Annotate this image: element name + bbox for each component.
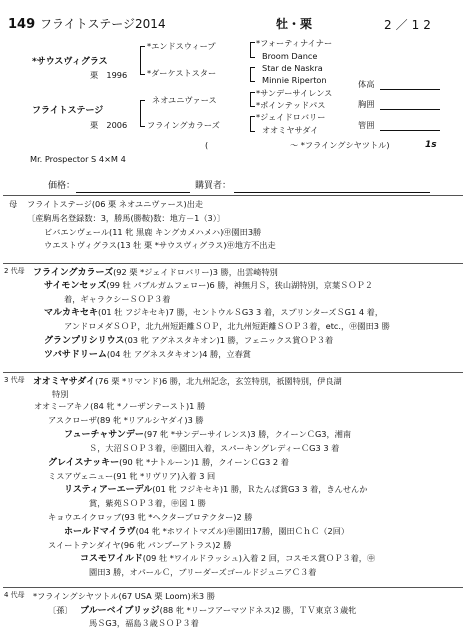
- section-divider: [3, 372, 463, 373]
- third-dam-line: フューチャサンデー(97 牝 *サンデーサイレンス)3 勝，クイーンＣG3，湘南: [64, 429, 352, 440]
- second-dam-line: サイモンセッズ(99 牡 パブルガムフェロー)6 勝，神無月Ｓ，狭山湖特別，京葉ＳＯＰ２: [44, 280, 373, 291]
- paren-close: ～ *フライングシヤツトル): [290, 140, 390, 150]
- fourth-dam-line: 馬ＳG3，福島３歳ＳＯＰ３着: [89, 618, 199, 628]
- chest-field[interactable]: [380, 109, 440, 110]
- section-divider: [3, 195, 463, 196]
- height-label: 体高: [358, 79, 375, 89]
- height-field[interactable]: [380, 89, 440, 90]
- price-label: 価格：: [48, 181, 76, 191]
- third-dam-line: コスモワイルド(09 牡 *ワイルドラッシュ)入着 2 回，コスモス賞ＯＰ３着，㊥: [80, 553, 376, 564]
- sire-info: 栗 1996: [90, 70, 128, 80]
- dam-sire-bracket: [250, 92, 255, 107]
- sire-dam-dam: Minnie Riperton: [262, 75, 327, 85]
- cannon-field[interactable]: [380, 130, 440, 131]
- third-dam-line: 特別: [52, 389, 69, 399]
- sire-sire-dam: Broom Dance: [262, 51, 318, 61]
- sire-dam-bracket: [250, 67, 255, 82]
- dam-line: ウエストヴィグラス(13 牡 栗 *サウスヴィグラス)㊥地方不出走: [44, 240, 276, 250]
- third-dam-line: オオミーアキノ(84 牝 *ノーザンテースト)1 勝: [34, 401, 206, 411]
- second-dam-line: グランプリシリウス(03 牝 アグネスタキオン)1 勝，フェニックス賞ＯＰ３着: [44, 335, 334, 346]
- third-dam-line: 園田3 勝，オパールＣ，ブリーダーズゴールドジュニアＣ３着: [89, 567, 317, 577]
- lot-number: 149: [8, 17, 36, 32]
- third-dam-line: グレイスナッキー(90 牝 *ナトルーン)1 勝，クイーンＣG3 2 着: [48, 457, 289, 468]
- fourth-dam-line: 〔孫〕: [48, 605, 73, 615]
- third-dam-line: リスティアーエーデル(01 牝 フジキセキ)1 勝，Ｒたんぱ賞G3 3 着，きんせんか: [64, 484, 368, 495]
- third-dam-line: ホールドマイラヴ(04 牝 *ホワイトマズル)㊥園田17勝，園田ＣｈＣ（2回）: [64, 526, 350, 537]
- sire-sire-sire: *フォーティナイナー: [256, 38, 333, 48]
- fourth-dam-line: ブルーベイブリッジ(88 牝 *リーフアーマツドネス)2 勝，ＴＶ東京３歳牝: [80, 605, 357, 616]
- section-tag: 4 代母: [4, 591, 25, 599]
- sex-color: 牡・栗: [276, 17, 313, 31]
- second-dam-line: ツバサドリーム(04 牡 アグネスタキオン)4 勝，立春賞: [44, 349, 251, 360]
- dam-dam: フライングカラーズ: [147, 120, 220, 130]
- third-dam-line: Ｓ，大沼ＳＯＰ３着，㊥園田入着，スパーキングレディーＣG3 3 着: [89, 443, 340, 453]
- price-field[interactable]: [76, 192, 190, 193]
- dam-dam-sire: *ジェイドロバリー: [256, 112, 326, 122]
- third-dam-line: キョウエイクロッブ(93 牝 *ヘクタープロテクター)2 勝: [48, 512, 253, 522]
- sire-sire: *エンドスウィープ: [147, 41, 216, 51]
- section-divider: [3, 587, 463, 588]
- buyer-label: 購買者：: [195, 181, 232, 191]
- section-tag: 2 代母: [4, 267, 25, 275]
- pedigree-code: 1s: [425, 140, 437, 150]
- inbreeding-note: Mr. Prospector S 4×M 4: [30, 154, 126, 164]
- sire-dam: *ダーケストスター: [147, 68, 217, 78]
- sale-date: 2／12: [384, 18, 435, 32]
- section-divider: [3, 263, 463, 264]
- cannon-label: 管囲: [358, 120, 375, 130]
- sire-name: *サウスヴィグラス: [32, 57, 108, 67]
- dam-sire-dam: *ポインテッドパス: [256, 100, 326, 110]
- third-dam-line: 賞，紫苑ＳＯＰ３着，㊥図 1 勝: [89, 498, 206, 508]
- chest-label: 胸囲: [358, 99, 375, 109]
- second-dam-line: マルカキセキ(01 牡 フジキセキ)7 勝，セントウルＳG3 3 着，スプリンターズＳG1 4 着，: [44, 307, 384, 318]
- third-dam-line: オオミヤサダイ(76 栗 *リマンド)6 勝，北九州記念，玄笠特別，祇園特別，伊良湖: [33, 376, 342, 387]
- third-dam-line: スイートテンダイヤ(96 牝 パンプーアトラス)2 勝: [48, 540, 232, 550]
- dam-sire: ネオユニヴァース: [152, 95, 217, 105]
- dam-line: 〔産駒馬名登録数：3，勝馬(勝鞍)数：地方－1（3）〕: [27, 213, 226, 223]
- sire-bracket: [140, 46, 145, 75]
- paren-open: (: [205, 140, 209, 150]
- dam-dam-dam: オオミヤサダイ: [262, 125, 319, 135]
- second-dam-line: アンドロメダＳＯＰ，北九州短距離ＳＯＰ，北九州短距離ＳＯＰ３着，etc.，㊥園田3 勝: [64, 321, 390, 331]
- dam-line: フライトステージ(06 栗 ネオユニヴァース)出走: [27, 199, 204, 209]
- section-tag: 母: [9, 199, 18, 209]
- dam-line: ビバエンヴェール(11 牝 黒鹿 キングカメハメハ)㊥園田3勝: [44, 227, 262, 237]
- dam-sire-sire: *サンデーサイレンス: [256, 88, 333, 98]
- third-dam-line: ミスアヴェニュー(91 牝 *リヴリア)入着 3 回: [48, 471, 216, 481]
- dam-bracket: [140, 100, 145, 127]
- horse-title: フライトステージ2014: [40, 17, 166, 31]
- sire-dam-sire: Star de Naskra: [262, 63, 323, 73]
- section-tag: 3 代母: [4, 376, 25, 384]
- third-dam-line: アスクローザ(89 牝 *リアルシヤダイ)3 勝: [48, 415, 204, 425]
- dam-name: フライトステージ: [32, 106, 104, 116]
- fourth-dam-line: *フライングシヤツトル(67 USA 栗 Loom)米3 勝: [33, 591, 215, 601]
- dam-dam-bracket: [250, 116, 255, 132]
- buyer-field[interactable]: [234, 192, 430, 193]
- second-dam-line: フライングカラーズ(92 栗 *ジェイドロバリー)3 勝，出雲崎特別: [33, 267, 278, 278]
- second-dam-line: 着，ギャラクシーＳＯＰ３着: [64, 294, 171, 304]
- dam-info: 栗 2006: [90, 120, 128, 130]
- sire-sire-bracket: [250, 42, 255, 58]
